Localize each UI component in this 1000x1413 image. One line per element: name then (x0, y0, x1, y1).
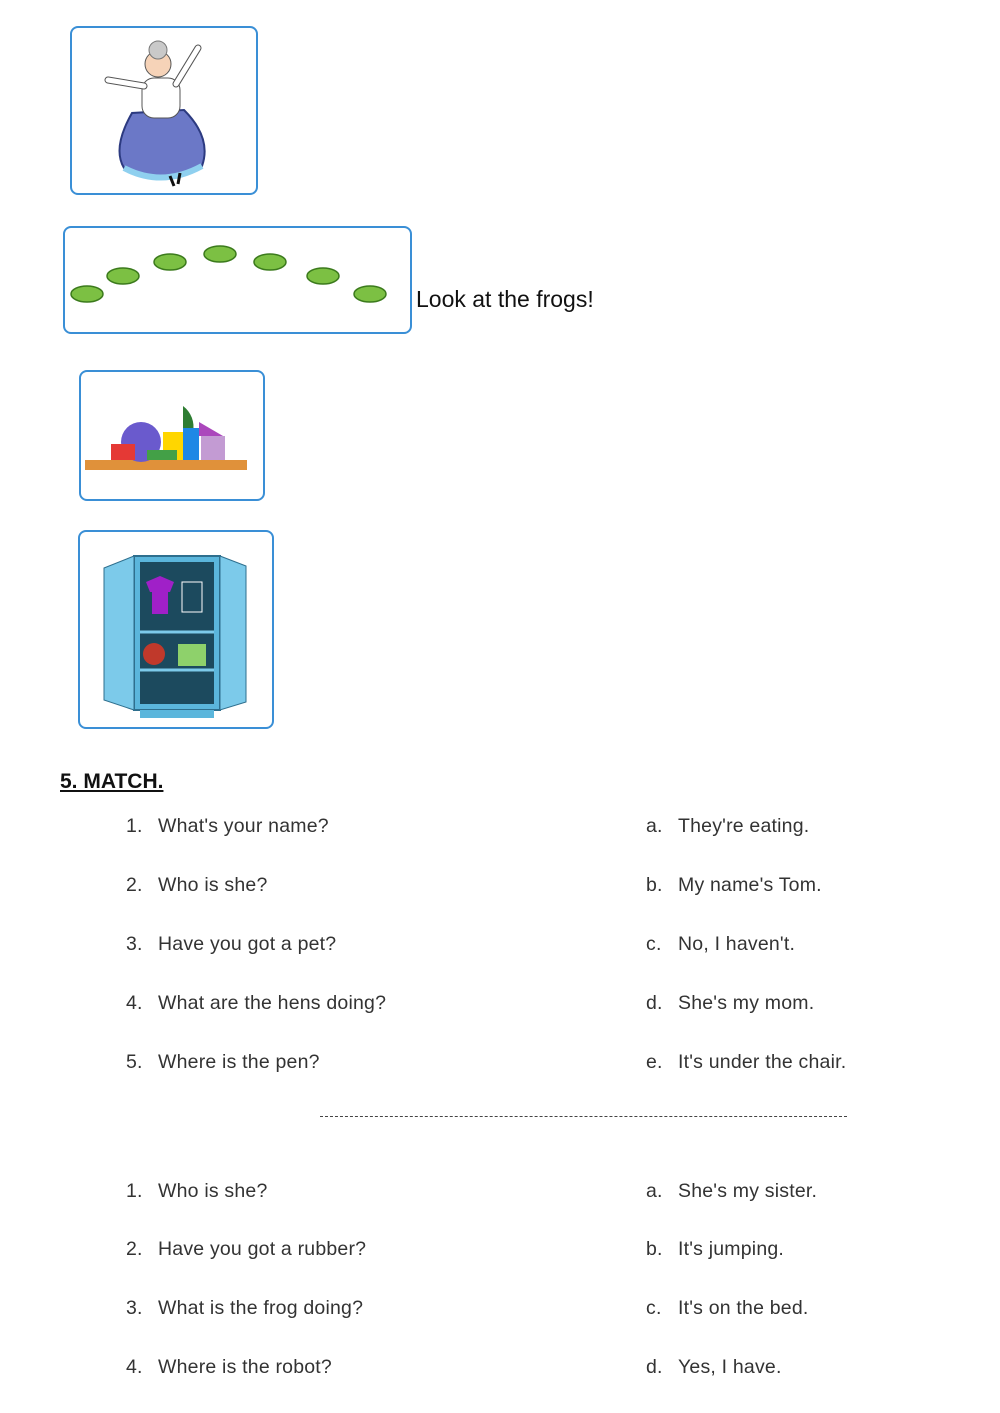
question-row: 4. What are the hens doing? (126, 992, 387, 1014)
dashed-separator (320, 1116, 847, 1117)
frogs-caption: Look at the frogs! (416, 286, 594, 312)
answer-row: b. It's jumping. (646, 1238, 785, 1260)
answer-row: d. Yes, I have. (646, 1356, 782, 1378)
question-row: 4. Where is the robot? (126, 1356, 332, 1378)
frogs-picture (63, 226, 412, 334)
question-row: 1. What's your name? (126, 815, 329, 837)
question-row: 5. Where is the pen? (126, 1051, 320, 1073)
section-title: 5. MATCH. (60, 770, 164, 793)
wardrobe-picture (78, 530, 274, 729)
answer-row: a. She's my sister. (646, 1180, 818, 1202)
answer-row: c. No, I haven't. (646, 933, 796, 955)
answer-row: b. My name's Tom. (646, 874, 822, 896)
dancing-granny-icon (72, 28, 256, 193)
answer-row: e. It's under the chair. (646, 1051, 847, 1073)
question-row: 3. What is the frog doing? (126, 1297, 364, 1319)
wardrobe-icon (80, 532, 272, 727)
jumping-frogs-icon (65, 228, 410, 332)
toy-blocks-icon (81, 372, 263, 499)
question-row: 2. Have you got a rubber? (126, 1238, 367, 1260)
answer-row: d. She's my mom. (646, 992, 815, 1014)
granny-picture (70, 26, 258, 195)
answer-row: a. They're eating. (646, 815, 810, 837)
blocks-picture (79, 370, 265, 501)
question-row: 1. Who is she? (126, 1180, 268, 1202)
answer-row: c. It's on the bed. (646, 1297, 809, 1319)
question-row: 3. Have you got a pet? (126, 933, 337, 955)
question-row: 2. Who is she? (126, 874, 268, 896)
